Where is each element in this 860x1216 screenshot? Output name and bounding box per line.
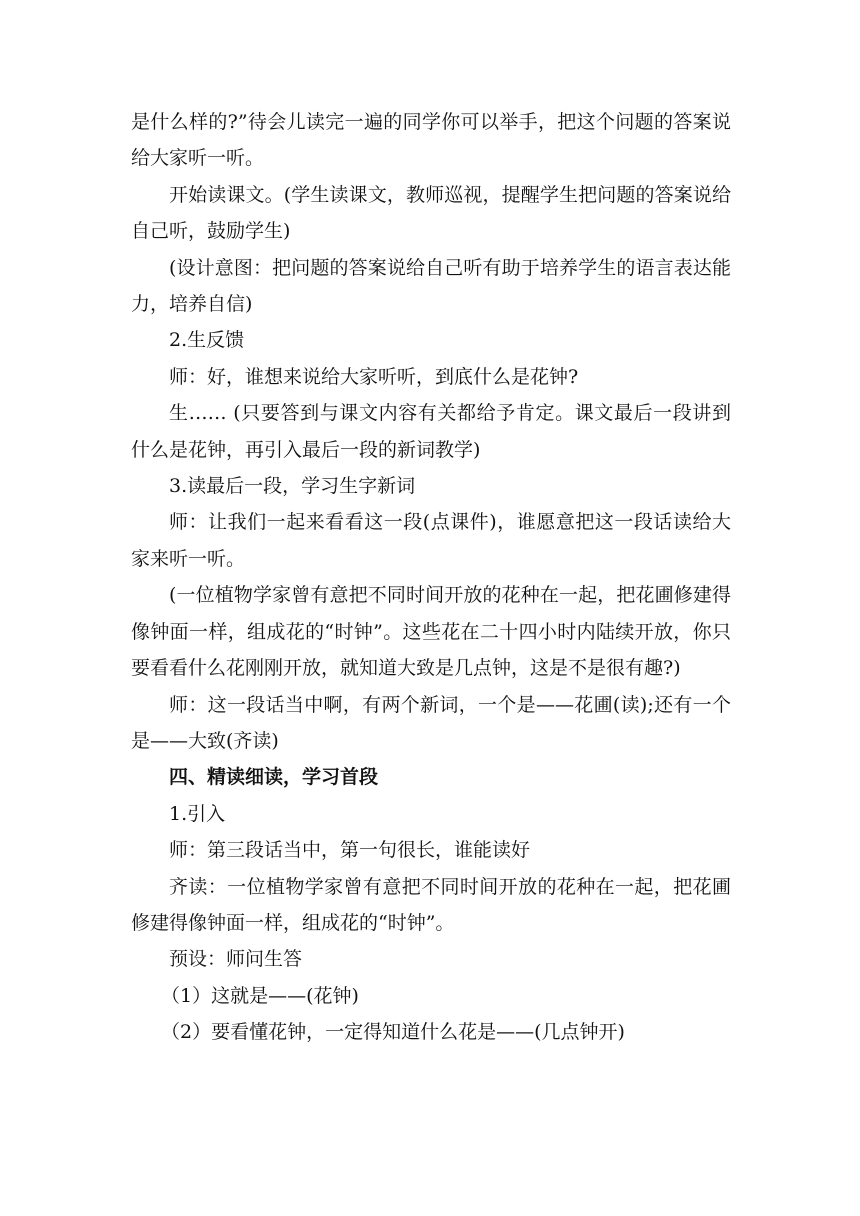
paragraph-teacher-prompt: 师：让我们一起来看看这一段(点课件)，谁愿意把这一段话读给大家来听一听。: [131, 511, 731, 570]
paragraph-student-answer: 生…… (只要答到与课文内容有关都给予肯定。课文最后一段讲到什么是花钟，再引入最后一段的新词教学): [131, 402, 731, 461]
paragraph-teacher-long-sentence: 师：第三段话当中，第一句很长，谁能读好: [169, 839, 531, 862]
paragraph-quoted-text: (一位植物学家曾有意把不同时间开放的花种在一起，把花圃修建得像钟面一样，组成花的“时钟”。这些花在二十四小时内陆续开放，你只要看看什么花刚刚开放，就知道大致是几点钟，这是不是很有趣?): [131, 584, 731, 680]
step-heading-last-paragraph: 3.读最后一段，学习生字新词: [169, 475, 416, 498]
paragraph-preset: 预设：师问生答: [169, 948, 303, 971]
paragraph-design-intent: (设计意图：把问题的答案说给自己听有助于培养学生的语言表达能力，培养自信): [131, 256, 731, 316]
paragraph-new-words: 师：这一段话当中啊，有两个新词，一个是——花圃(读);还有一个是——大致(齐读): [131, 693, 731, 752]
list-item-1: （1）这就是——(花钟): [161, 984, 359, 1007]
paragraph-teacher-question: 师：好，谁想来说给大家听听，到底什么是花钟?: [169, 365, 579, 388]
paragraph-group-reading: 齐读：一位植物学家曾有意把不同时间开放的花种在一起，把花圃修建得像钟面一样，组成花的“时钟”。: [131, 875, 731, 934]
list-item-2: （2）要看懂花钟，一定得知道什么花是——(几点钟开): [161, 1021, 625, 1044]
paragraph-read-text: 开始读课文。(学生读课文，教师巡视，提醒学生把问题的答案说给自己听，鼓励学生): [131, 183, 731, 243]
section-heading-close-reading: 四、精读细读，学习首段: [169, 766, 379, 789]
document-body: [131, 104, 731, 1051]
step-heading-intro: 1.引入: [169, 802, 226, 825]
step-heading-feedback: 2.生反馈: [169, 329, 245, 352]
paragraph-continuation: 是什么样的?”待会儿读完一遍的同学你可以举手，把这个问题的答案说给大家听一听。: [131, 111, 731, 170]
